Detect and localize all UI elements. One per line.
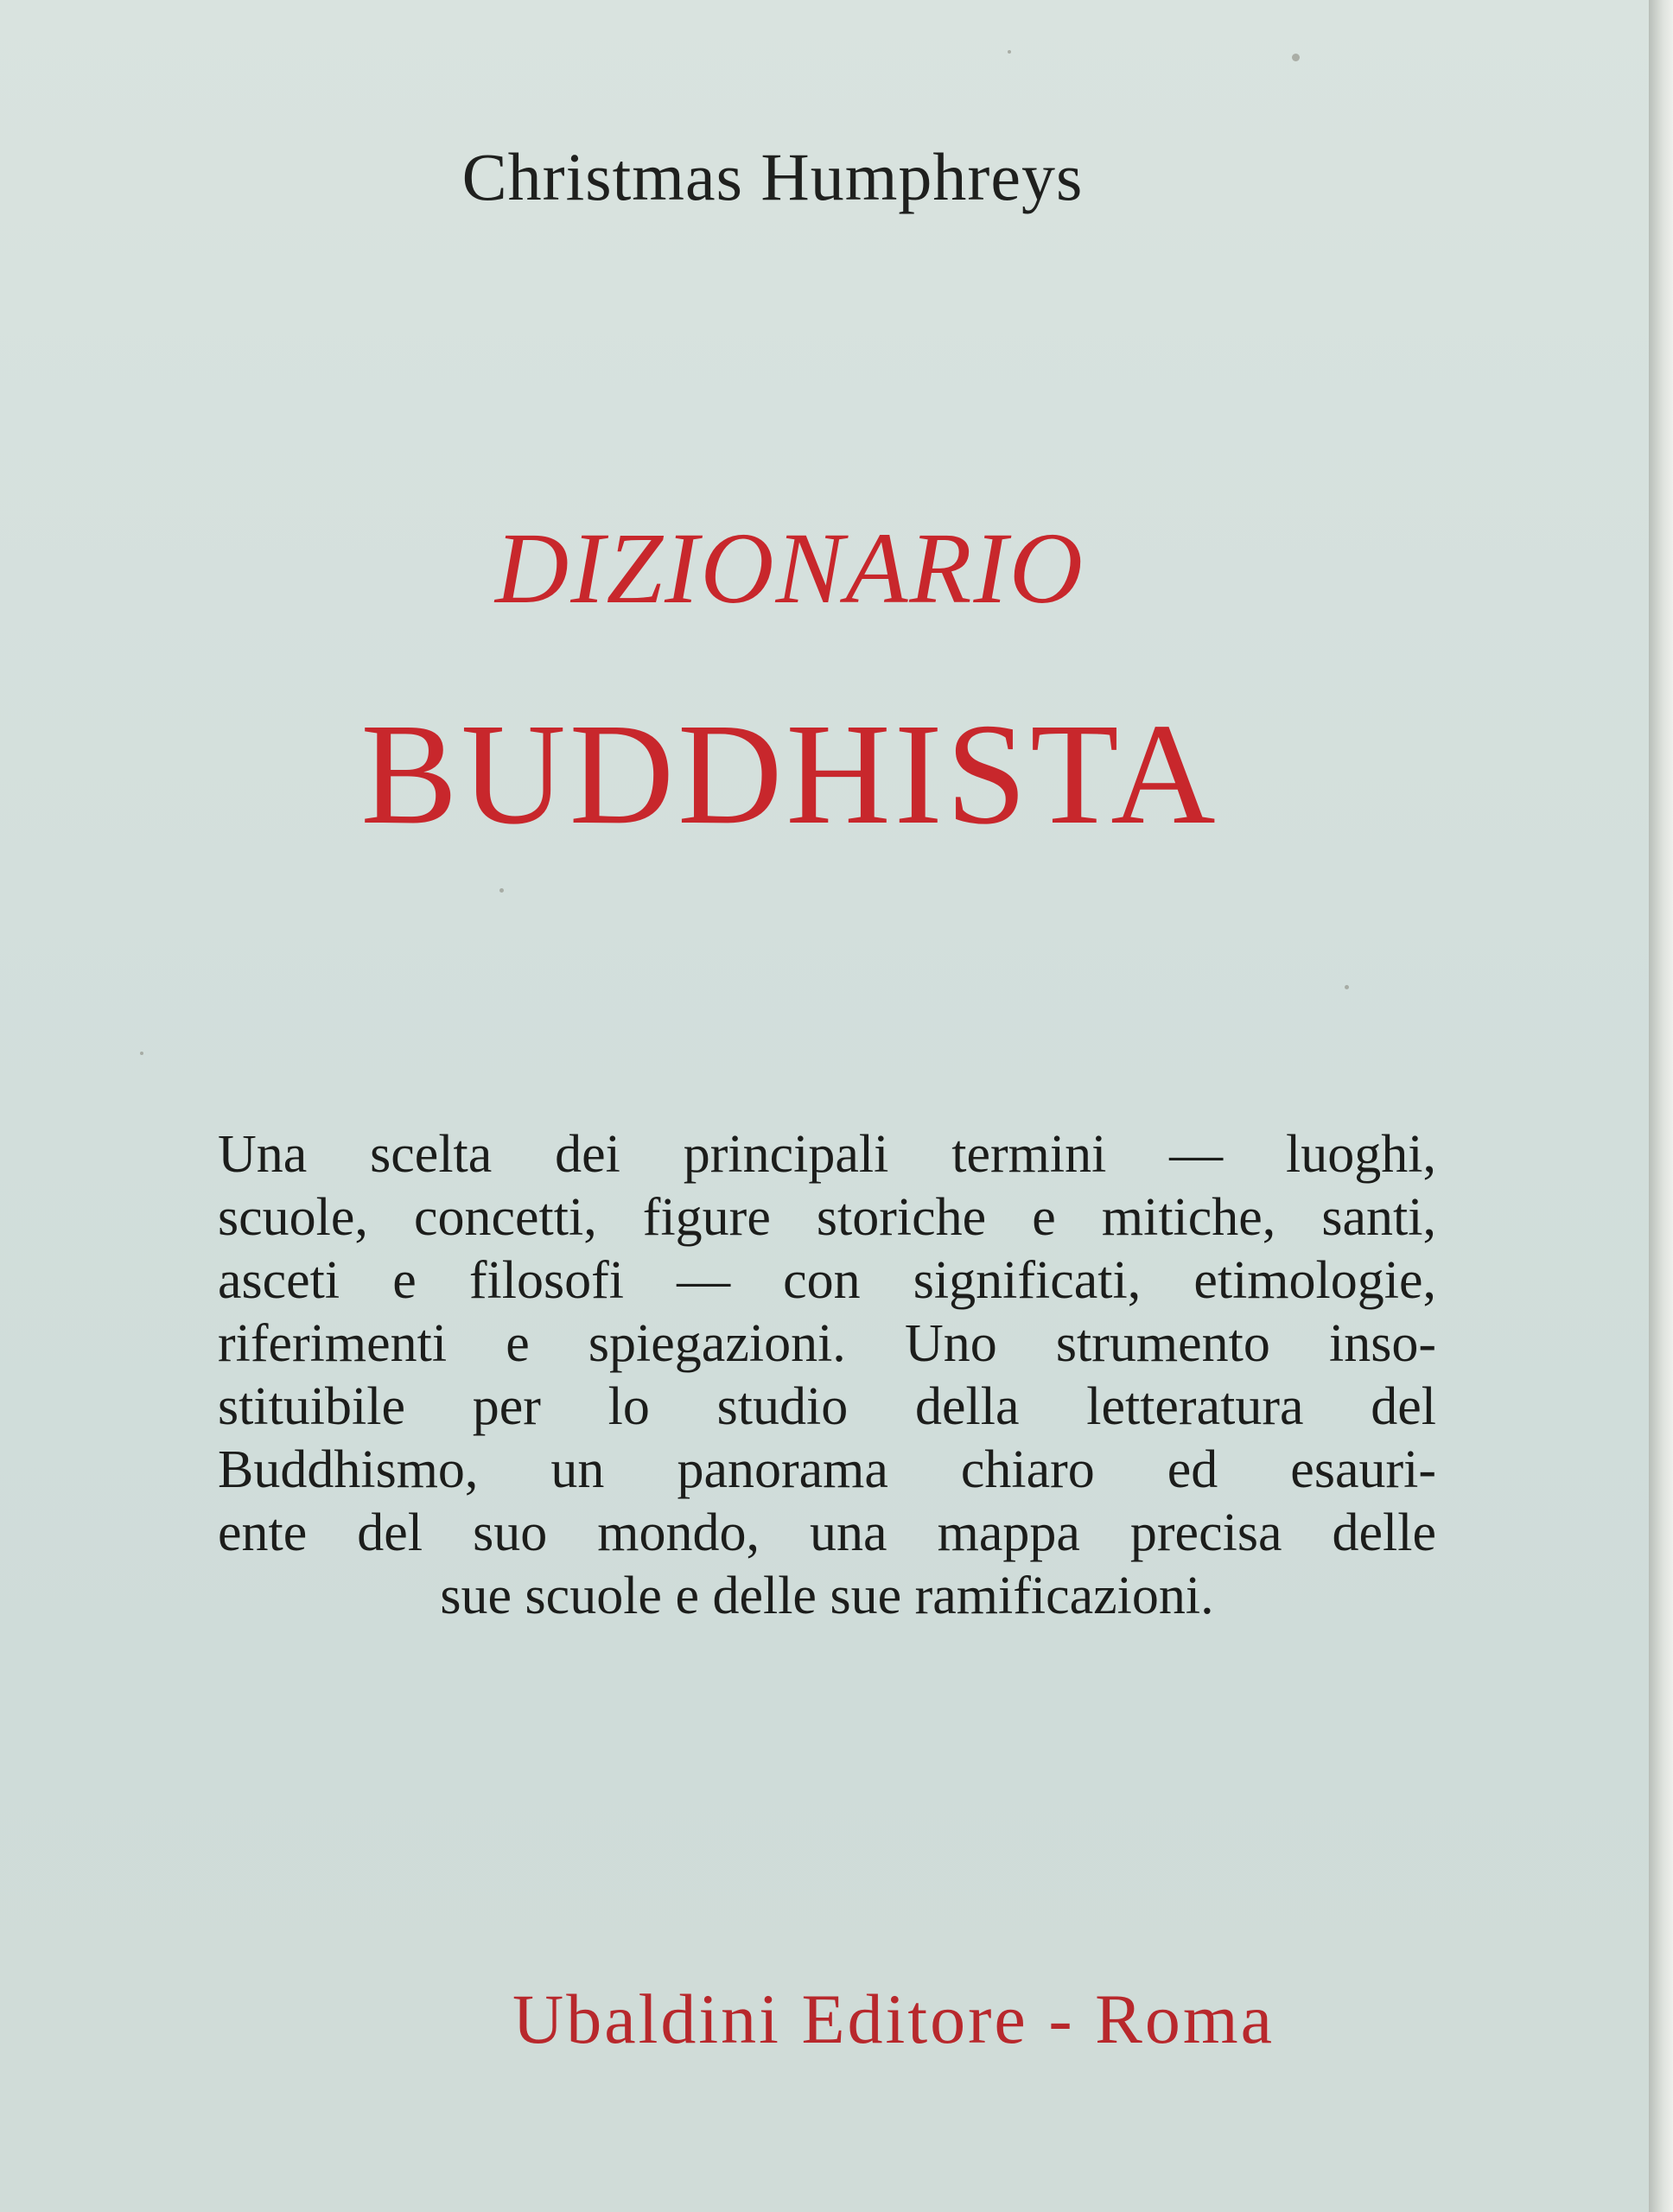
title-line-2: BUDDHISTA xyxy=(360,694,1219,855)
paper-speck xyxy=(1292,54,1300,61)
blurb-line: Buddhismo, un panorama chiaro ed esauri- xyxy=(218,1440,1436,1499)
author-name: Christmas Humphreys xyxy=(461,139,1084,214)
paper-speck xyxy=(1008,50,1011,54)
blurb-line: riferimenti e spiegazioni. Uno strumento inso- xyxy=(218,1314,1436,1373)
publisher-imprint: Ubaldini Editore - Roma xyxy=(512,1980,1275,2058)
blurb-line: asceti e filosofi — con significati, etimologie, xyxy=(218,1251,1436,1310)
blurb-line: sue scuole e delle sue ramificazioni. xyxy=(440,1567,1214,1625)
blurb-line: Una scelta dei principali termini — luoghi, xyxy=(218,1125,1436,1184)
blurb-line: stituibile per lo studio della letteratura del xyxy=(218,1377,1436,1436)
blurb-paragraph xyxy=(218,1123,1436,1628)
paper-speck xyxy=(140,1052,143,1055)
title-line-1: DIZIONARIO xyxy=(494,512,1085,625)
blurb-line: scuole, concetti, figure storiche e mitiche, santi, xyxy=(218,1188,1436,1247)
blurb-line: ente del suo mondo, una mappa precisa delle xyxy=(218,1503,1436,1562)
page-edge xyxy=(1649,0,1673,2212)
paper-speck xyxy=(499,888,504,893)
paper-speck xyxy=(1345,985,1349,989)
